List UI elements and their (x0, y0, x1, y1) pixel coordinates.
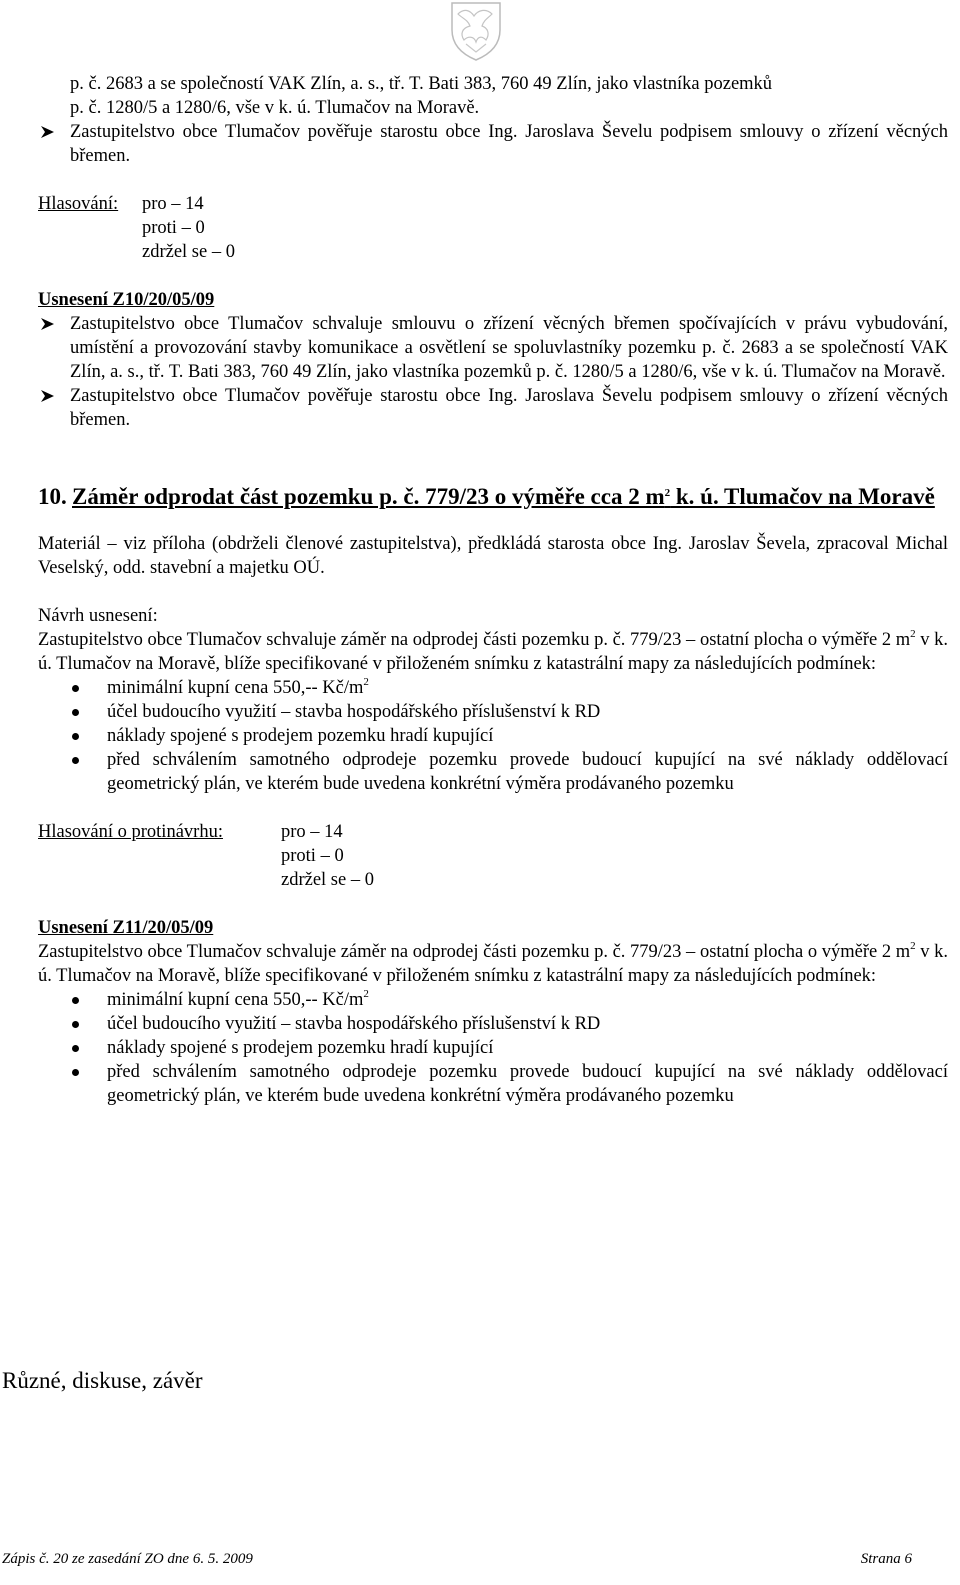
arrow-bullet-icon (40, 317, 56, 331)
vote-proti: proti – 0 (281, 846, 344, 866)
proposal-text: Zastupitelstvo obce Tlumačov schvaluje záměr na odprodej části pozemku p. č. 779/23 – ostatní plocha o výměře 2 $m^2$ v k. ú. Tlumačov na Moravě, blíže specifikované v přiloženém snímku z katastrální mapy za následujících podmínek: (38, 628, 948, 674)
list-item: minimální kupní cena 550,-- $Kč/m^2$ (38, 988, 948, 1012)
list-item: před schválením samotného odprodeje pozemku provede budoucí kupující na své náklady oddělovací geometrický plán, ve kterém bude uvedena konkrétní výměra prodávaného pozemku (38, 1060, 948, 1108)
resolution-z11-title: Usnesení Z11/20/05/09 (38, 918, 214, 938)
list-item: účel budoucího využití – stavba hospodářského příslušenství k RD (38, 1012, 948, 1036)
resolution-z10-text-1: Zastupitelstvo obce Tlumačov schvaluje smlouvu o zřízení věcných břemen spočívajících v právu vybudování, umístění a provozování stavby komunikace a osvětlení se spoluvlastníky pozemku p. č. 2683 a se společností VAK Zlín, a. s., tř. T. Bati 383, 760 49 Zlín, jako vlastníka pozemků p. č. 1280/5 a 1280/6, vše v k. ú. Tlumačov na Moravě. (70, 314, 948, 382)
resolution-z11-text: Zastupitelstvo obce Tlumačov schvaluje záměr na odprodej části pozemku p. č. 779/23 – ostatní plocha o výměře 2 $m^2$ v k. ú. Tlumačov na Moravě, blíže specifikované v přiloženém snímku z katastrální mapy za následujících podmínek: (38, 940, 948, 986)
vote-zdrzel: zdržel se – 0 (281, 870, 374, 890)
proposal-label: Návrh usnesení: (38, 606, 158, 626)
list-item: náklady spojené s prodejem pozemku hradí kupující (38, 724, 948, 748)
top-line-1: p. č. 2683 a se společností VAK Zlín, a. s., tř. T. Bati 383, 760 49 Zlín, jako vlastníka pozemků (70, 74, 773, 94)
section-title: Záměr odprodat část pozemku p. č. 779/23 o výměře cca 2 $m^2$ k. ú. Tlumačov na Moravě (72, 484, 935, 509)
arrow-bullet-icon (40, 389, 56, 403)
top-line-2: p. č. 1280/5 a 1280/6, vše v k. ú. Tlumačov na Moravě. (70, 98, 480, 118)
vote-zdrzel: zdržel se – 0 (142, 242, 235, 262)
resolution-z10-text-2: Zastupitelstvo obce Tlumačov pověřuje starostu obce Ing. Jaroslava Ševelu podpisem smlouvy o zřízení věcných břemen. (70, 386, 948, 430)
arrow-bullet-icon (40, 125, 56, 139)
vote-block-1 (38, 192, 948, 264)
resolution-z10-item-2 (38, 384, 948, 432)
vote-proti: proti – 0 (142, 218, 205, 238)
list-item: před schválením samotného odprodeje pozemku provede budoucí kupující na své náklady oddělovací geometrický plán, ve kterém bude uvedena konkrétní výměra prodávaného pozemku (38, 748, 948, 796)
footer-left: Zápis č. 20 ze zasedání ZO dne 6. 5. 2009 (2, 1551, 253, 1567)
document-body (38, 72, 948, 1108)
footer-page-number: Strana 6 (860, 1551, 912, 1567)
resolution-z11-conditions (38, 988, 948, 1108)
coat-of-arms-icon (448, 0, 504, 62)
list-item: náklady spojené s prodejem pozemku hradí kupující (38, 1036, 948, 1060)
resolution-z10-item-1 (38, 312, 948, 384)
section-10-heading (38, 482, 948, 512)
resolution-z10-title: Usnesení Z10/20/05/09 (38, 290, 215, 310)
page-footer (2, 1547, 912, 1571)
list-item: minimální kupní cena 550,-- $Kč/m^2$ (38, 676, 948, 700)
section-10-material: Materiál – viz příloha (obdrželi členové zastupitelstva), předkládá starosta obce Ing. Jaroslav Ševela, zpracoval Michal Veselský, odd. stavební a majetku OÚ. (38, 534, 948, 578)
proposal-conditions (38, 676, 948, 796)
vote-block-2 (38, 820, 948, 892)
section-number: 10. (38, 484, 67, 509)
list-item: účel budoucího využití – stavba hospodářského příslušenství k RD (38, 700, 948, 724)
top-arrow-text: Zastupitelstvo obce Tlumačov pověřuje starostu obce Ing. Jaroslava Ševelu podpisem smlouvy o zřízení věcných břemen. (70, 122, 948, 166)
vote-label: Hlasování: (38, 194, 119, 214)
top-arrow-item (38, 120, 948, 168)
vote-pro: pro – 14 (142, 194, 204, 214)
vote-label: Hlasování o protinávrhu: (38, 822, 223, 842)
vote-pro: pro – 14 (281, 822, 343, 842)
closing-heading: Různé, diskuse, závěr (2, 1368, 203, 1393)
top-block (70, 72, 948, 120)
